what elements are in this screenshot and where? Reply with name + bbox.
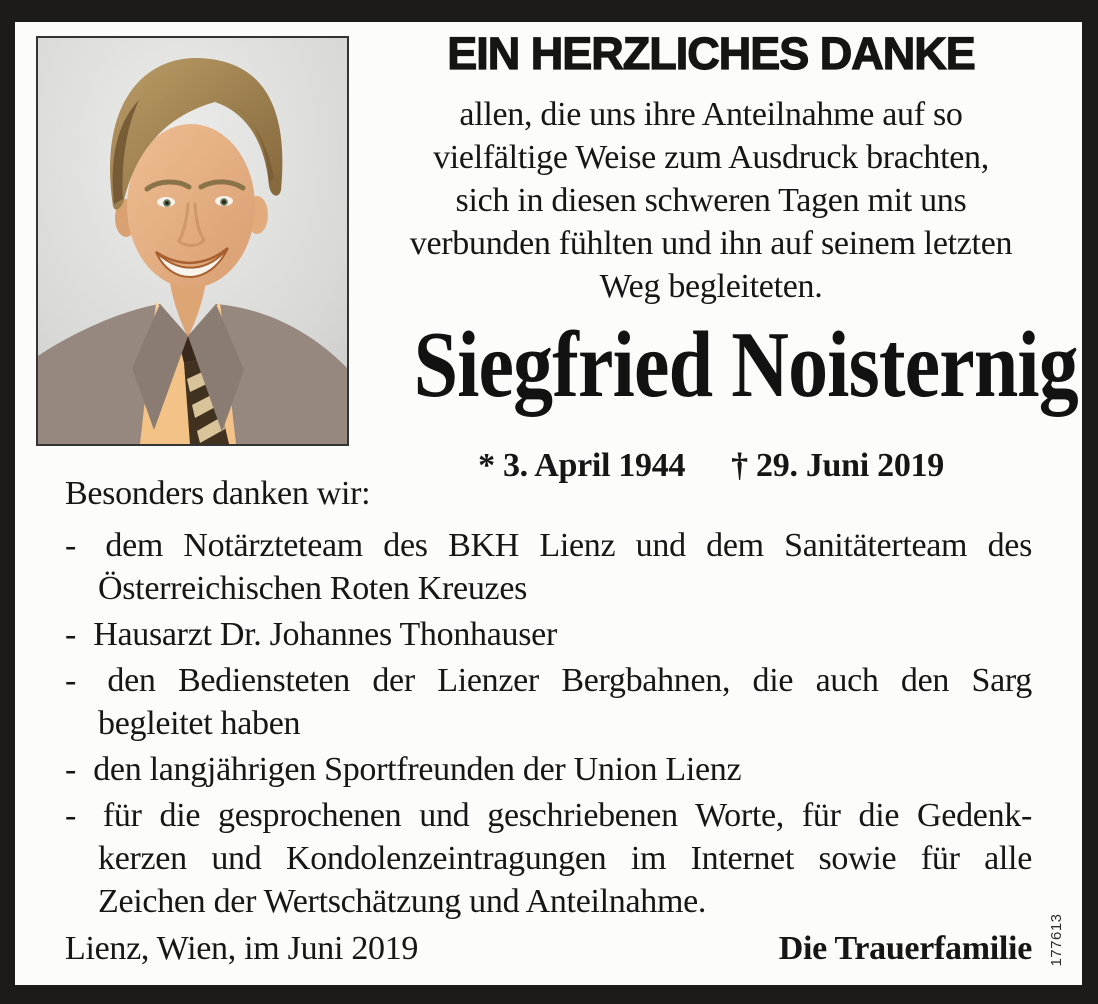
list-item-dash: - xyxy=(65,797,77,834)
list-item-text: für die gesprochenen und geschriebenen Worte, für die Gedenk- xyxy=(102,797,1032,834)
list-item-dash: - xyxy=(65,662,77,699)
list-item xyxy=(65,659,1032,745)
list-item xyxy=(65,524,1032,610)
list-item xyxy=(65,613,1032,656)
family-signature: Die Trauerfamilie xyxy=(778,930,1032,967)
header-column xyxy=(355,22,1078,486)
intro-line: verbunden fühlten und ihn auf seinem letzten xyxy=(409,225,1013,263)
print-reference-number: 177613 xyxy=(1048,913,1065,967)
footer-row xyxy=(65,927,1032,970)
intro-line: vielfältige Weise zum Ausdruck brachten, xyxy=(433,139,989,177)
place-and-date: Lienz, Wien, im Juni 2019 xyxy=(65,930,419,967)
list-item-dash: - xyxy=(65,751,77,788)
list-item-line: Österreichischen Roten Kreuzes xyxy=(98,570,528,607)
thanks-list xyxy=(65,524,1032,923)
list-item-line: begleitet haben xyxy=(98,705,301,742)
list-item-line xyxy=(65,613,1032,656)
list-item-line: kerzen und Kondolenzeintragungen im Internet sowie für alle xyxy=(98,840,1032,877)
thanks-heading: Besonders danken wir: xyxy=(65,475,371,512)
intro-paragraph xyxy=(355,93,1067,308)
intro-line: allen, die uns ihre Anteilnahme auf so xyxy=(459,96,963,134)
birth-date: * 3. April 1944 xyxy=(478,447,686,485)
intro-line: Weg begleiteten. xyxy=(599,268,823,306)
list-item-text: Hausarzt Dr. Johannes Thonhauser xyxy=(93,616,557,653)
list-item-dash: - xyxy=(65,527,77,564)
portrait-photo-illustration xyxy=(38,38,347,444)
thanks-section xyxy=(65,472,1032,926)
list-item-line xyxy=(65,524,1032,567)
death-date: † 29. Juni 2019 xyxy=(731,447,944,485)
list-item-text: dem Notärzteteam des BKH Lienz und dem Sanitäterteam des xyxy=(105,527,1032,564)
deceased-name: Siegfried Noisternig xyxy=(413,313,1078,418)
deceased-name-row xyxy=(355,313,1078,439)
portrait-photo xyxy=(36,36,349,446)
notice-paper xyxy=(15,22,1082,985)
list-item-line: Zeichen der Wertschätzung und Anteilnahme. xyxy=(98,883,707,920)
thank-you-headline: EIN HERZLICHES DANKE xyxy=(447,28,975,79)
list-item xyxy=(65,748,1032,791)
list-item-line xyxy=(65,659,1032,702)
list-item-text: den Bediensteten der Lienzer Bergbahnen, die auch den Sarg xyxy=(107,662,1033,699)
list-item-dash: - xyxy=(65,616,77,653)
list-item xyxy=(65,794,1032,923)
intro-line: sich in diesen schweren Tagen mit uns xyxy=(455,182,967,220)
list-item-text: den langjährigen Sportfreunden der Union Lienz xyxy=(93,751,742,788)
list-item-line xyxy=(65,794,1032,837)
list-item-line xyxy=(65,748,1032,791)
